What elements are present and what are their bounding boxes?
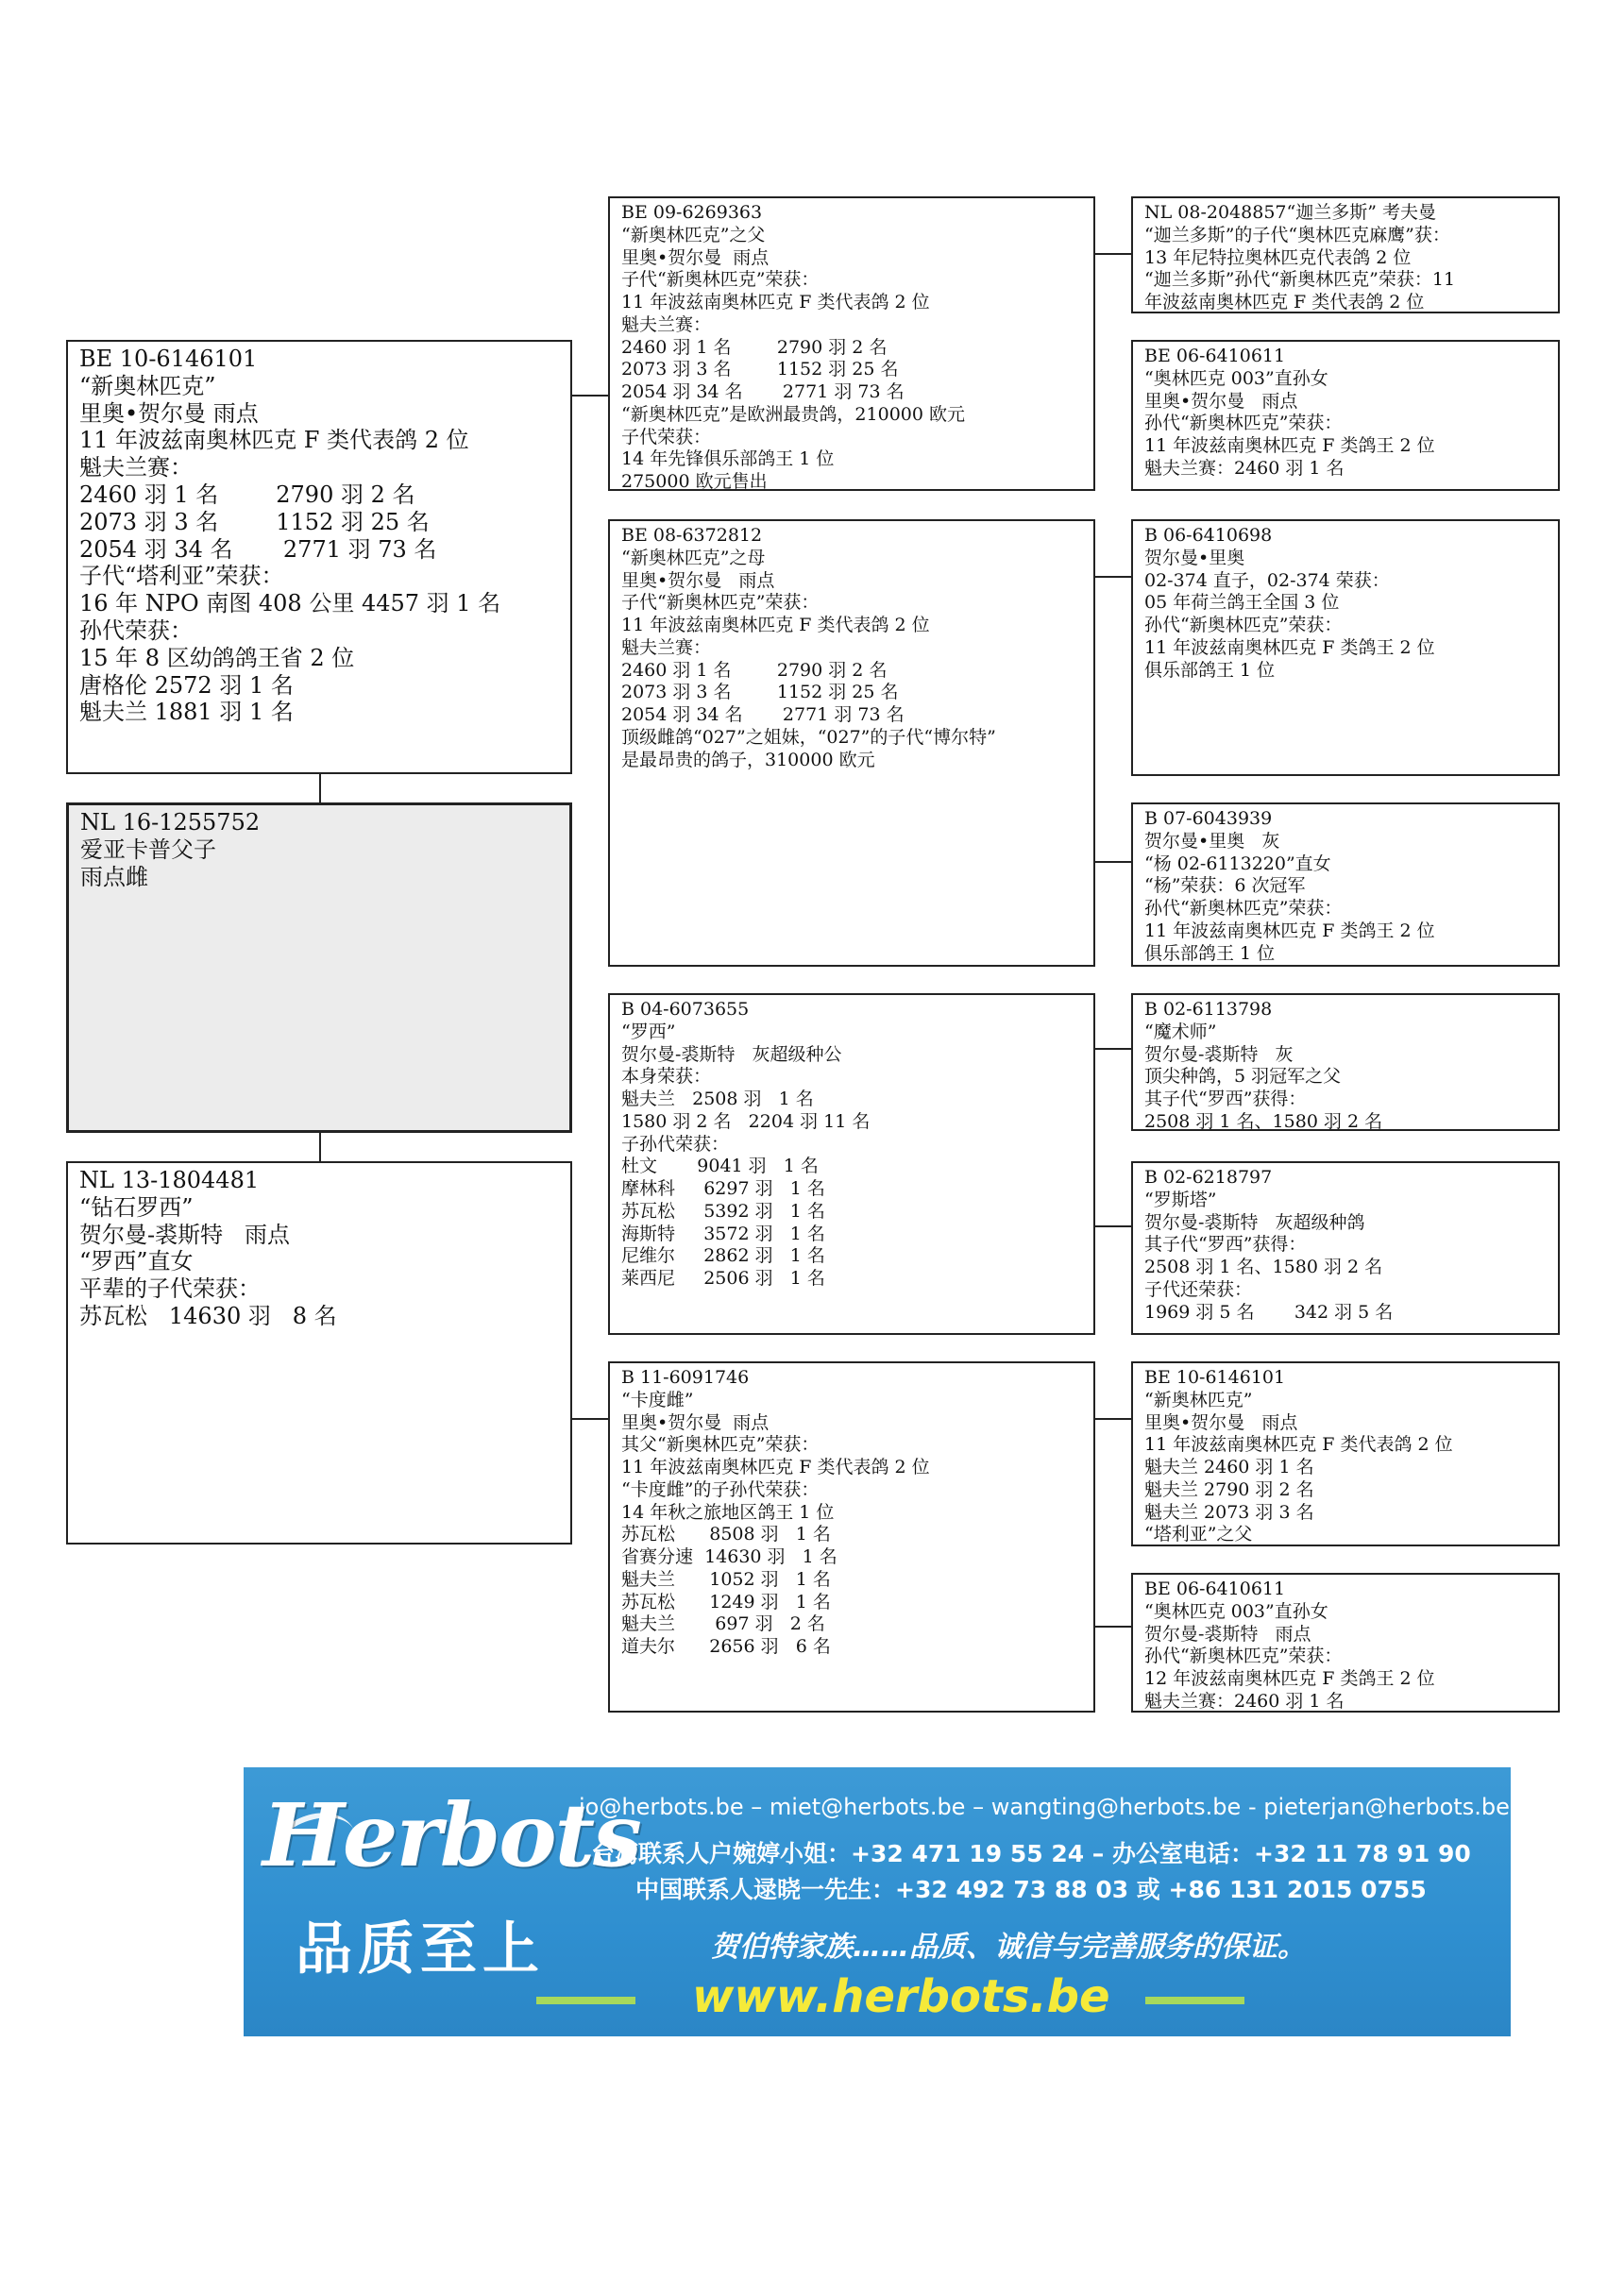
text-line: 苏瓦松 5392 羽 1 名	[621, 1200, 825, 1222]
text-line: 1580 羽 2 名 2204 羽 11 名	[621, 1110, 871, 1132]
text-line: 摩林科 6297 羽 1 名	[621, 1178, 825, 1199]
text-line: 省赛分速 14630 羽 1 名	[621, 1546, 837, 1567]
text-line: 孙代荣获：	[79, 616, 193, 644]
text-line: 苏瓦松 1249 羽 1 名	[621, 1591, 831, 1612]
text-line: 里奥•贺尔曼 雨点	[79, 399, 259, 427]
text-line: 里奥•贺尔曼 雨点	[621, 246, 770, 268]
text-line: 02-374 直子，02-374 荣获：	[1144, 569, 1390, 591]
text-line: 子代“新奥林匹克”荣获：	[621, 269, 820, 291]
text-line: 道夫尔 2656 羽 6 名	[621, 1636, 831, 1657]
text-line: 其子代“罗西”获得：	[1144, 1234, 1307, 1256]
text-line: 子代“新奥林匹克”荣获：	[621, 592, 820, 614]
text-line: 雨点雌	[80, 863, 148, 890]
text-line: “魔术师”	[1144, 1021, 1217, 1042]
text-line: 苏瓦松 14630 羽 8 名	[79, 1302, 337, 1329]
text-line: 海斯特 3572 羽 1 名	[621, 1223, 825, 1244]
text-line: B 02-6218797	[1144, 1167, 1273, 1188]
text-line: “罗西”	[621, 1021, 676, 1042]
text-line: 2460 羽 1 名 2790 羽 2 名	[621, 659, 888, 681]
text-line: 杜文 9041 羽 1 名	[621, 1156, 819, 1177]
text-line: 顶尖种鸽，5 羽冠军之父	[1144, 1066, 1342, 1088]
text-line: 2460 羽 1 名 2790 羽 2 名	[79, 481, 415, 508]
dd-sire-card	[1131, 1361, 1560, 1546]
text-line: 贺尔曼-裘斯特 灰超级种公	[621, 1043, 842, 1065]
text-line: 14 年秋之旅地区鸽王 1 位	[621, 1501, 835, 1523]
text-line: 本身荣获：	[621, 1066, 712, 1088]
sd-sire-card	[1131, 519, 1560, 776]
text-line: 16 年 NPO 南图 408 公里 4457 羽 1 名	[79, 590, 501, 617]
text-line: B 11-6091746	[621, 1367, 750, 1388]
text-line: 贺尔曼•里奥	[1144, 547, 1245, 568]
text-line: 11 年波兹南奥林匹克 F 类鸽王 2 位	[1144, 435, 1435, 456]
text-line: B 02-6113798	[1144, 999, 1273, 1020]
text-line: “杨 02-6113220”直女	[1144, 853, 1331, 874]
text-line: “卡度雌”	[621, 1389, 694, 1410]
text-line: 里奥•贺尔曼 雨点	[621, 569, 775, 591]
text-line: 里奥•贺尔曼 雨点	[1144, 1411, 1298, 1433]
text-line: “新奥林匹克”	[79, 372, 216, 399]
text-line: 魁夫兰 1052 羽 1 名	[621, 1568, 831, 1590]
ds-sire-card	[1131, 993, 1560, 1131]
subject-card	[66, 802, 572, 1133]
text-line: 魁夫兰赛：	[79, 454, 193, 481]
connector	[1093, 1048, 1133, 1050]
text-line: 贺尔曼-裘斯特 灰	[1144, 1043, 1294, 1065]
text-line: “迦兰多斯”的子代“奥林匹克麻鹰”获：	[1144, 224, 1450, 245]
text-line: 2073 羽 3 名 1152 羽 25 名	[621, 359, 899, 380]
text-line: NL 08-2048857“迦兰多斯” 考夫曼	[1144, 202, 1436, 223]
text-line: 11 年波兹南奥林匹克 F 类代表鸽 2 位	[1144, 1434, 1453, 1456]
text-line: 14 年先锋俱乐部鸽王 1 位	[621, 448, 835, 470]
dd-dam-card	[1131, 1573, 1560, 1713]
email-line[interactable]: jo@herbots.be – miet@herbots.be – wangting@herbots.be - pieterjan@herbots.be	[579, 1794, 1510, 1820]
text-line: 11 年波兹南奥林匹克 F 类鸽王 2 位	[1144, 636, 1435, 658]
accent-bar	[1145, 1997, 1244, 2004]
text-line: “新奥林匹克”之母	[621, 547, 766, 568]
text-line: BE 09-6269363	[621, 202, 763, 223]
text-line: B 04-6073655	[621, 999, 750, 1020]
text-line: 唐格伦 2572 羽 1 名	[79, 671, 294, 699]
text-line: 11 年波兹南奥林匹克 F 类代表鸽 2 位	[79, 427, 469, 454]
connector	[319, 1131, 321, 1163]
text-line: 魁夫兰赛：	[621, 636, 712, 658]
text-line: 05 年荷兰鸽王全国 3 位	[1144, 592, 1340, 614]
text-line: 里奥•贺尔曼 雨点	[621, 1411, 770, 1433]
text-line: 魁夫兰 2460 羽 1 名	[1144, 1457, 1314, 1477]
text-line: 是最昂贵的鸽子，310000 欧元	[621, 749, 875, 770]
text-line: 魁夫兰 2508 羽 1 名	[621, 1089, 814, 1109]
text-line: 年波兹南奥林匹克 F 类代表鸽 2 位	[1144, 292, 1425, 312]
dam-sire-card	[608, 993, 1095, 1335]
text-line: 贺尔曼•里奥 灰	[1144, 830, 1280, 852]
text-line: “新奥林匹克”是欧洲最贵鸽，210000 欧元	[621, 403, 965, 425]
text-line: “杨”荣获：6 次冠军	[1144, 875, 1306, 897]
text-line: “奥林匹克 003”直孙女	[1144, 1600, 1328, 1622]
dam-card	[66, 1161, 572, 1545]
text-line: “新奥林匹克”之父	[621, 224, 766, 245]
ss-sire-card	[1131, 196, 1560, 313]
text-line: “新奥林匹克”	[1144, 1389, 1253, 1410]
text-line: BE 10-6146101	[1144, 1367, 1286, 1388]
ring-number: NL 16-1255752	[80, 809, 261, 836]
ds-dam-card	[1131, 1161, 1560, 1335]
text-line: “奥林匹克 003”直孙女	[1144, 367, 1328, 389]
slogan: 品质至上	[296, 1916, 545, 1983]
text-line: BE 10-6146101	[79, 346, 258, 372]
text-line: 魁夫兰 697 羽 2 名	[621, 1613, 825, 1635]
text-line: 11 年波兹南奥林匹克 F 类代表鸽 2 位	[621, 1457, 930, 1477]
text-line: B 06-6410698	[1144, 525, 1273, 546]
text-line: NL 13-1804481	[79, 1167, 260, 1193]
connector	[1093, 1225, 1133, 1227]
dam-dam-card	[608, 1361, 1095, 1713]
text-line: 莱西尼 2506 羽 1 名	[621, 1268, 825, 1289]
sd-dam-card	[1131, 802, 1560, 967]
herbots-logo: Herbots	[262, 1784, 640, 1886]
connector	[1093, 1626, 1133, 1628]
text-line: 2073 羽 3 名 1152 羽 25 名	[79, 508, 430, 535]
text-line: 贺尔曼-裘斯特 雨点	[1144, 1623, 1311, 1645]
text-line: 子代还荣获：	[1144, 1278, 1253, 1300]
text-line: 里奥•贺尔曼 雨点	[1144, 390, 1298, 412]
text-line: 2508 羽 1 名、1580 羽 2 名	[1144, 1110, 1383, 1132]
text-line: 2054 羽 34 名 2771 羽 73 名	[621, 381, 905, 402]
connector	[1093, 861, 1133, 863]
sire-dam-card	[608, 519, 1095, 967]
text-line: 2508 羽 1 名、1580 羽 2 名	[1144, 1257, 1383, 1277]
text-line: 孙代“新奥林匹克”荣获：	[1144, 615, 1343, 635]
text-line: 尼维尔 2862 羽 1 名	[621, 1245, 825, 1267]
text-line: 贺尔曼-裘斯特 灰超级种鸽	[1144, 1211, 1365, 1233]
text-line: B 07-6043939	[1144, 808, 1273, 829]
text-line: 子代“塔利亚”荣获：	[79, 563, 284, 590]
text-line: 孙代“新奥林匹克”荣获：	[1144, 413, 1343, 434]
text-line: 275000 欧元售出	[621, 471, 768, 492]
text-line: 爱亚卡普父子	[80, 836, 216, 863]
text-line: “塔利亚”之父	[1144, 1524, 1253, 1545]
text-line: 12 年波兹南奥林匹克 F 类鸽王 2 位	[1144, 1668, 1435, 1689]
herbots-banner	[244, 1767, 1511, 2036]
text-line: 2073 羽 3 名 1152 羽 25 名	[621, 682, 899, 703]
text-line: 魁夫兰 2790 羽 2 名	[1144, 1478, 1314, 1500]
text-line: “罗斯塔”	[1144, 1189, 1217, 1210]
website-link[interactable]: www.herbots.be	[692, 1970, 1110, 2023]
text-line: 其子代“罗西”获得：	[1144, 1089, 1307, 1109]
text-line: 子代荣获：	[621, 426, 712, 447]
text-line: 其父“新奥林匹克”荣获：	[621, 1434, 820, 1456]
text-line: 贺尔曼-裘斯特 雨点	[79, 1221, 290, 1248]
connector	[570, 1418, 608, 1420]
connector	[1093, 253, 1133, 255]
text-line: “钻石罗西”	[79, 1193, 194, 1221]
text-line: 苏瓦松 8508 羽 1 名	[621, 1524, 831, 1545]
sire-sire-card	[608, 196, 1095, 491]
text-line: 子孙代荣获：	[621, 1133, 730, 1155]
text-line: BE 06-6410611	[1144, 346, 1286, 366]
taiwan-contact: 台湾联系人户婉婷小姐：+32 471 19 55 24 – 办公室电话：+32 11 78 91 90	[591, 1840, 1471, 1867]
text-line: 魁夫兰赛：2460 羽 1 名	[1144, 1690, 1345, 1712]
connector	[1093, 1418, 1133, 1420]
text-line: 俱乐部鸽王 1 位	[1144, 942, 1276, 964]
sire-card	[66, 340, 572, 774]
ss-dam-card	[1131, 340, 1560, 491]
tagline: 贺伯特家族……品质、诚信与完善服务的保证。	[711, 1931, 1306, 1964]
connector	[570, 395, 608, 397]
connector	[319, 772, 321, 802]
text-line: 魁夫兰 2073 羽 3 名	[1144, 1501, 1314, 1523]
text-line: 孙代“新奥林匹克”荣获：	[1144, 898, 1343, 919]
text-line: 11 年波兹南奥林匹克 F 类鸽王 2 位	[1144, 920, 1435, 941]
text-line: 11 年波兹南奥林匹克 F 类代表鸽 2 位	[621, 615, 930, 635]
text-line: 2054 羽 34 名 2771 羽 73 名	[621, 704, 905, 725]
text-line: 顶级雌鸽“027”之姐妹，“027”的子代“博尔特”	[621, 726, 996, 748]
connector	[1093, 576, 1133, 578]
text-line: 15 年 8 区幼鸽鸽王省 2 位	[79, 644, 355, 671]
text-line: 魁夫兰赛：	[621, 313, 712, 335]
text-line: 魁夫兰赛：2460 羽 1 名	[1144, 457, 1345, 479]
text-line: 平辈的子代荣获：	[79, 1275, 261, 1303]
text-line: BE 06-6410611	[1144, 1578, 1286, 1599]
text-line: 2460 羽 1 名 2790 羽 2 名	[621, 336, 888, 358]
text-line: “罗西”直女	[79, 1248, 194, 1275]
text-line: 俱乐部鸽王 1 位	[1144, 659, 1276, 681]
text-line: 13 年尼特拉奥林匹克代表鸽 2 位	[1144, 246, 1412, 268]
accent-bar	[536, 1997, 635, 2004]
text-line: 11 年波兹南奥林匹克 F 类代表鸽 2 位	[621, 292, 930, 312]
text-line: 1969 羽 5 名 342 羽 5 名	[1144, 1301, 1394, 1323]
text-line: 魁夫兰 1881 羽 1 名	[79, 699, 294, 726]
text-line: “卡度雌”的子孙代荣获：	[621, 1478, 820, 1500]
text-line: 2054 羽 34 名 2771 羽 73 名	[79, 535, 437, 563]
text-line: “迦兰多斯”孙代“新奥林匹克”荣获：11	[1144, 269, 1456, 291]
text-line: BE 08-6372812	[621, 525, 763, 546]
china-contact: 中国联系人逯晓一先生：+32 492 73 88 03 或 +86 131 2015 0755	[635, 1876, 1427, 1903]
text-line: 孙代“新奥林匹克”荣获：	[1144, 1646, 1343, 1667]
